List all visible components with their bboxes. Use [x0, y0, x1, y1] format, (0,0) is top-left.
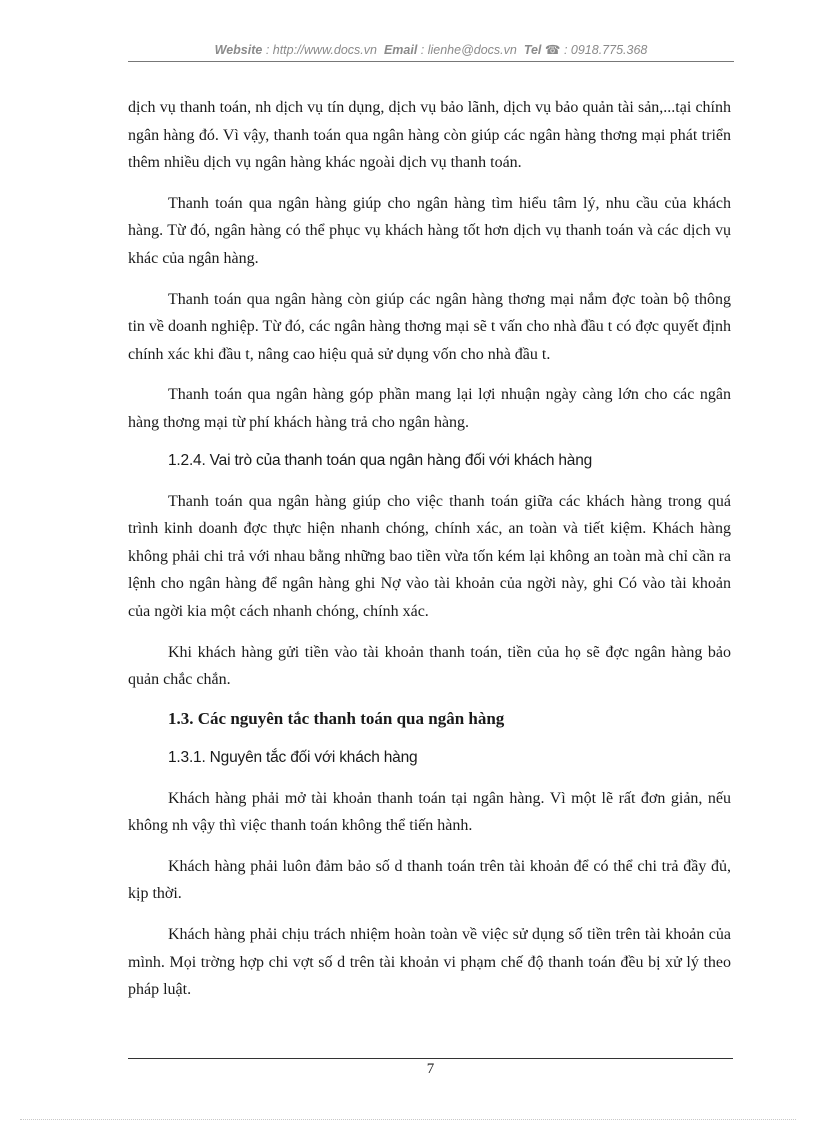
- page-bottom-border: [20, 1119, 796, 1120]
- heading-1-3-1: 1.3.1. Nguyên tắc đối với khách hàng: [168, 748, 418, 766]
- paragraph-6: Khi khách hàng gửi tiền vào tài khoản thanh toán, tiền của họ sẽ đợc ngân hàng bảo quản chắc chắn.: [128, 643, 731, 689]
- paragraph-8: Khách hàng phải luôn đảm bảo số d thanh toán trên tài khoản để có thể chi trả đầy đủ, kịp thời.: [128, 857, 731, 903]
- page-number: 7: [426, 1061, 435, 1077]
- paragraph-7: Khách hàng phải mở tài khoản thanh toán tại ngân hàng. Vì một lẽ rất đơn giản, nếu không nh vậy thì việc thanh toán không thể tiến hành.: [128, 789, 731, 835]
- website-value: : http://www.docs.vn: [265, 43, 377, 57]
- tel-label: Tel: [523, 43, 542, 57]
- paragraph-5: Thanh toán qua ngân hàng giúp cho việc thanh toán giữa các khách hàng trong quá trình kinh doanh đợc thực hiện nhanh chóng, chính xác, an toàn và tiết kiệm. Khách hàng không phải chi trả với nhau bằng những bao tiền vừa tốn kém lại không an toàn mà chỉ cần ra lệnh cho ngân hàng để ngân hàng ghi Nợ vào tài khoản của ngời này, ghi Có vào tài khoản của ngời kia một cách nhanh chóng, chính xác.: [128, 492, 731, 620]
- paragraph-3: Thanh toán qua ngân hàng còn giúp các ngân hàng thơng mại nắm đợc toàn bộ thông tin về doanh nghiệp. Từ đó, các ngân hàng thơng mại sẽ t vấn cho nhà đầu t có đợc quyết định chính xác khi đầu t, nâng cao hiệu quả sử dụng vốn cho nhà đầu t.: [128, 290, 731, 363]
- paragraph-1: dịch vụ thanh toán, nh dịch vụ tín dụng, dịch vụ bảo lãnh, dịch vụ bảo quản tài sản,...tại chính ngân hàng đó. Vì vậy, thanh toán qua ngân hàng còn giúp các ngân hàng thơng mại phát triển thêm nhiều dịch vụ ngân hàng khác ngoài dịch vụ thanh toán.: [128, 99, 731, 172]
- paragraph-4: Thanh toán qua ngân hàng góp phần mang lại lợi nhuận ngày càng lớn cho các ngân hàng thơng mại từ phí khách hàng trả cho ngân hàng.: [128, 386, 731, 431]
- paragraph-9: Khách hàng phải chịu trách nhiệm hoàn toàn về việc sử dụng số tiền trên tài khoản của mình. Mọi trờng hợp chi vợt số d trên tài khoản vi phạm chế độ thanh toán đều bị xử lý theo pháp luật.: [128, 926, 731, 999]
- page-header: [128, 42, 734, 58]
- paragraph-2: Thanh toán qua ngân hàng giúp cho ngân hàng tìm hiểu tâm lý, nhu cầu của khách hàng. Từ đó, ngân hàng có thể phục vụ khách hàng tốt hơn dịch vụ thanh toán và các dịch vụ khác của ngân hàng.: [128, 194, 731, 267]
- heading-1-2-4: 1.2.4. Vai trò của thanh toán qua ngân hàng đối với khách hàng: [168, 451, 593, 469]
- footer-divider: [128, 1058, 733, 1059]
- tel-value: ☎ : 0918.775.368: [544, 43, 648, 57]
- header-divider: [128, 61, 734, 62]
- website-label: Website: [214, 43, 263, 57]
- heading-1-3: 1.3. Các nguyên tắc thanh toán qua ngân hàng: [168, 708, 505, 728]
- email-value: : lienhe@docs.vn: [420, 43, 517, 57]
- email-label: Email: [383, 43, 418, 57]
- document-body: [128, 94, 731, 1017]
